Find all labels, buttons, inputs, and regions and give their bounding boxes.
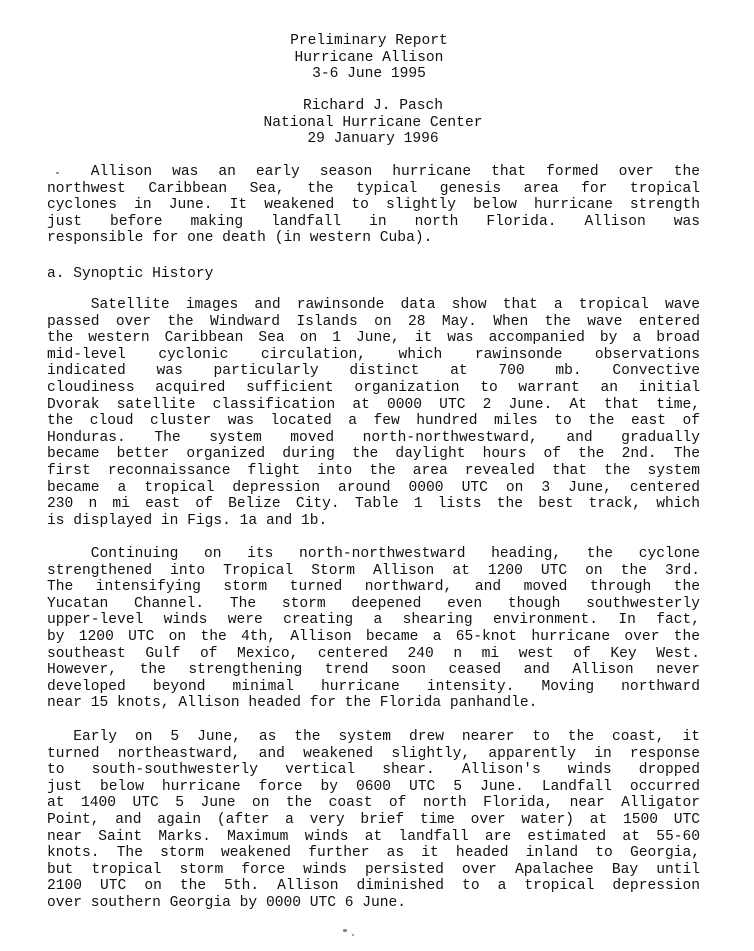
text-line: by 1200 UTC on the 4th, Allison became a 65-knot hurricane over the [47,628,700,645]
text-line: is displayed in Figs. 1a and 1b. [47,512,328,529]
synoptic-paragraph-2 [47,546,700,712]
storm-name: Hurricane Allison [294,49,444,66]
text-line: Point, and again (after a very brief time over water) at 1500 UTC [47,811,700,828]
scan-speck [56,172,59,174]
text-line: Satellite images and rawinsonde data show that a tropical wave [90,297,700,313]
text-line: southeast Gulf of Mexico, centered 240 n mi west of Key West. [47,645,700,662]
author-name: Richard J. Pasch [302,98,444,114]
text-line: first reconnaissance flight into the area revealed that the system [47,462,700,479]
text-line: 230 n mi east of Belize City. Table 1 lists the best track, which [47,496,700,513]
synoptic-paragraph-3 [47,729,700,912]
report-date: 29 January 1996 [307,131,439,147]
text-line: near 15 knots, Allison headed for the Florida panhandle. [47,695,538,712]
text-line: upper-level winds were creating a shearing environment. In fact, [47,612,700,629]
scan-speck [343,929,347,932]
intro-paragraph [47,164,700,247]
text-line: 2100 UTC on the 5th. Allison diminished to a tropical depression [47,878,700,895]
storm-dates: 3-6 June 1995 [312,66,426,82]
text-line: over southern Georgia by 0000 UTC 6 June. [47,894,407,911]
scan-speck [352,934,354,936]
text-line: northwest Caribbean Sea, the typical genesis area for tropical [47,180,700,197]
text-line: became a tropical depression around 0000 UTC on 3 June, centered [47,479,700,496]
text-line: indicated was particularly distinct at 700 mb. Convective [47,363,700,380]
text-line: Honduras. The system moved north-northwestward, and gradually [47,429,700,446]
text-line: Allison was an early season hurricane that formed over the [90,164,700,180]
text-line: mid-level cyclonic circulation, which rawinsonde observations [47,346,700,363]
text-line: but tropical storm force winds persisted over Apalachee Bay until [47,861,700,878]
text-line: Continuing on its north-northwestward heading, the cyclone [90,546,700,562]
section-heading: a. Synoptic History [47,266,214,282]
text-line: Early on 5 June, as the system drew nearer to the coast, it [73,729,700,745]
text-line: near Saint Marks. Maximum winds at landfall are estimated at 55-60 [47,828,700,845]
text-line: knots. The storm weakened further as it headed inland to Georgia, [47,845,700,862]
text-line: became better organized during the daylight hours of the 2nd. The [47,446,700,463]
text-line: Dvorak satellite classification at 0000 UTC 2 June. At that time, [47,396,700,413]
text-line: just before making landfall in north Florida. Allison was [47,213,700,230]
text-line: passed over the Windward Islands on 28 May. When the wave entered [47,313,700,330]
text-line: at 1400 UTC 5 June on the coast of north Florida, near Alligator [47,795,700,812]
synoptic-paragraph-1 [47,297,700,529]
text-line: to south-southwesterly vertical shear. Allison's winds dropped [47,762,700,779]
author-block [0,98,750,148]
report-title: Preliminary Report [290,33,448,49]
text-line: cloudiness acquired sufficient organization to warrant an initial [47,379,700,396]
text-line: the cloud cluster was located a few hundred miles to the east of [47,413,700,430]
text-line: responsible for one death (in western Cuba). [47,230,433,247]
author-organization: National Hurricane Center [263,114,483,131]
text-line: just below hurricane force by 0600 UTC 5 June. Landfall occurred [47,778,700,795]
report-title-block [0,33,746,83]
text-line: the western Caribbean Sea on 1 June, it was accompanied by a broad [47,330,700,347]
text-line: However, the strengthening trend soon ceased and Allison never [47,662,700,679]
text-line: strengthened into Tropical Storm Allison at 1200 UTC on the 3rd. [47,562,700,579]
text-line: cyclones in June. It weakened to slightly below hurricane strength [47,197,700,214]
text-line: developed beyond minimal hurricane intensity. Moving northward [47,678,700,695]
text-line: The intensifying storm turned northward, and moved through the [47,579,700,596]
text-line: Yucatan Channel. The storm deepened even though southwesterly [47,595,700,612]
text-line: turned northeastward, and weakened slightly, apparently in response [47,745,700,762]
